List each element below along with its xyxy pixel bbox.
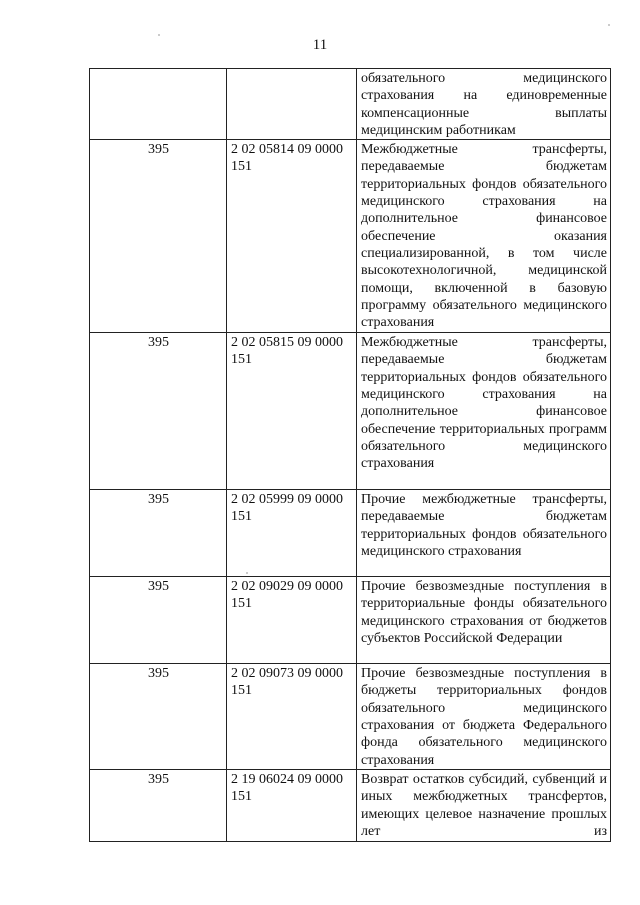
admin-code-cell — [90, 69, 227, 140]
admin-code-cell: 395 — [90, 333, 227, 490]
page-number: 11 — [312, 37, 328, 53]
income-name-cell: обязательного медицинского страхования на единовременные компенсационные выплаты медицинским работникам — [357, 69, 611, 140]
table-row — [90, 664, 611, 770]
table-row — [90, 577, 611, 664]
table-row — [90, 333, 611, 490]
budget-code-cell: 2 02 05999 09 0000 151 — [227, 490, 357, 577]
scan-speck — [158, 34, 160, 36]
budget-code-cell — [227, 69, 357, 140]
admin-code-cell: 395 — [90, 769, 227, 841]
income-name-cell: Прочие безвозмездные поступления в бюджеты территориальных фондов обязательного медицинского страхования от бюджета Федерального фонда обязательного медицинского страхования — [357, 664, 611, 770]
budget-code-cell: 2 02 09029 09 0000 151 — [227, 577, 357, 664]
table-row — [90, 140, 611, 333]
admin-code-cell: 395 — [90, 490, 227, 577]
scan-speck — [608, 24, 610, 26]
budget-classification-table — [89, 68, 611, 842]
income-name-cell: Прочие безвозмездные поступления в территориальные фонды обязательного медицинского страхования от бюджетов субъектов Российской Федерации — [357, 577, 611, 664]
income-name-cell: Прочие межбюджетные трансферты, передаваемые бюджетам территориальных фондов обязательного медицинского страхования — [357, 490, 611, 577]
scan-speck — [246, 572, 248, 574]
income-name-cell: Межбюджетные трансферты, передаваемые бюджетам территориальных фондов обязательного медицинского страхования на дополнительное финансовое обеспечение оказания специализированной, в том числе высокотехнологичной, медицинской помощи, включенной в базовую программу обязательного медицинского страхования — [357, 140, 611, 333]
admin-code-cell: 395 — [90, 664, 227, 770]
admin-code-cell: 395 — [90, 577, 227, 664]
income-name-cell: Возврат остатков субсидий, субвенций и иных межбюджетных трансфертов, имеющих целевое назначение прошлых лет из — [357, 769, 611, 841]
budget-code-cell: 2 02 09073 09 0000 151 — [227, 664, 357, 770]
budget-code-cell: 2 02 05814 09 0000 151 — [227, 140, 357, 333]
table-row — [90, 490, 611, 577]
table-row — [90, 69, 611, 140]
income-name-cell: Межбюджетные трансферты, передаваемые бюджетам территориальных фондов обязательного медицинского страхования на дополнительное финансовое обеспечение территориальных программ обязательного медицинского страхования — [357, 333, 611, 490]
table-row — [90, 769, 611, 841]
budget-code-cell: 2 02 05815 09 0000 151 — [227, 333, 357, 490]
budget-code-cell: 2 19 06024 09 0000 151 — [227, 769, 357, 841]
admin-code-cell: 395 — [90, 140, 227, 333]
